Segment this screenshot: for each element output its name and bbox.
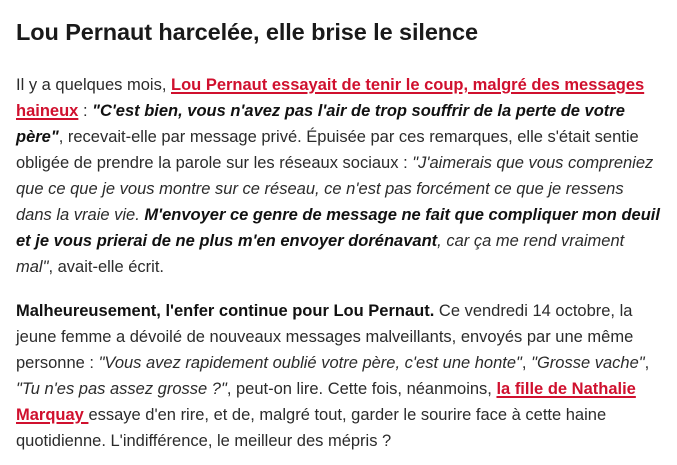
text-segment: Ce vendredi 14 octobre, la jeune femme a dévoilé de nouveaux messages malveillants, envoyés par une même personne : bbox=[16, 302, 634, 372]
text-segment: , bbox=[521, 354, 532, 372]
quote-message-prive: "C'est bien, vous n'avez pas l'air de trop souffrir de la perte de votre père" bbox=[16, 102, 625, 146]
article-title: Lou Pernaut harcelée, elle brise le silence bbox=[16, 19, 478, 45]
quote-deuil-bold: M'envoyer ce genre de message ne fait que compliquer mon deuil et je vous prierai de ne plus m'en envoyer dorénavant bbox=[16, 206, 660, 250]
text-segment: , avait-elle écrit. bbox=[48, 258, 164, 276]
link-lou-pernaut-messages-haineux[interactable]: Lou Pernaut essayait de tenir le coup, malgré des messages haineux bbox=[16, 76, 645, 120]
link-fille-nathalie-marquay[interactable]: la fille de Nathalie Marquay bbox=[16, 380, 636, 424]
text-segment: : bbox=[78, 102, 93, 120]
lead-bold: Malheureusement, l'enfer continue pour Lou Pernaut. bbox=[16, 302, 435, 320]
quote-pas-assez-grosse: "Tu n'es pas assez grosse ?" bbox=[16, 380, 227, 398]
text-segment: Il y a quelques mois, bbox=[16, 76, 171, 94]
paragraph-1 bbox=[16, 72, 663, 280]
text-segment: essaye d'en rire, et de, malgré tout, garder le sourire face à cette haine quotidienne. L'indifférence, le meilleur des mépris ? bbox=[16, 406, 607, 450]
quote-reseaux-sociaux: "J'aimerais que vous compreniez que ce que je vous montre sur ce réseau, ce n'est pas forcément ce que je ressens dans la vraie vie. bbox=[16, 154, 654, 224]
quote-fin: , car ça me rend vraiment mal" bbox=[16, 232, 625, 276]
paragraph-2 bbox=[16, 298, 663, 454]
text-segment: , peut-on lire. Cette fois, néanmoins, bbox=[226, 380, 497, 398]
text-segment: , bbox=[644, 354, 650, 372]
text-segment: , recevait-elle par message privé. Épuisée par ces remarques, elle s'était sentie obligée de prendre la parole sur les réseaux sociaux : bbox=[16, 128, 639, 172]
quote-honte: "Vous avez rapidement oublié votre père, c'est une honte" bbox=[98, 354, 522, 372]
quote-grosse-vache: "Grosse vache" bbox=[531, 354, 645, 372]
